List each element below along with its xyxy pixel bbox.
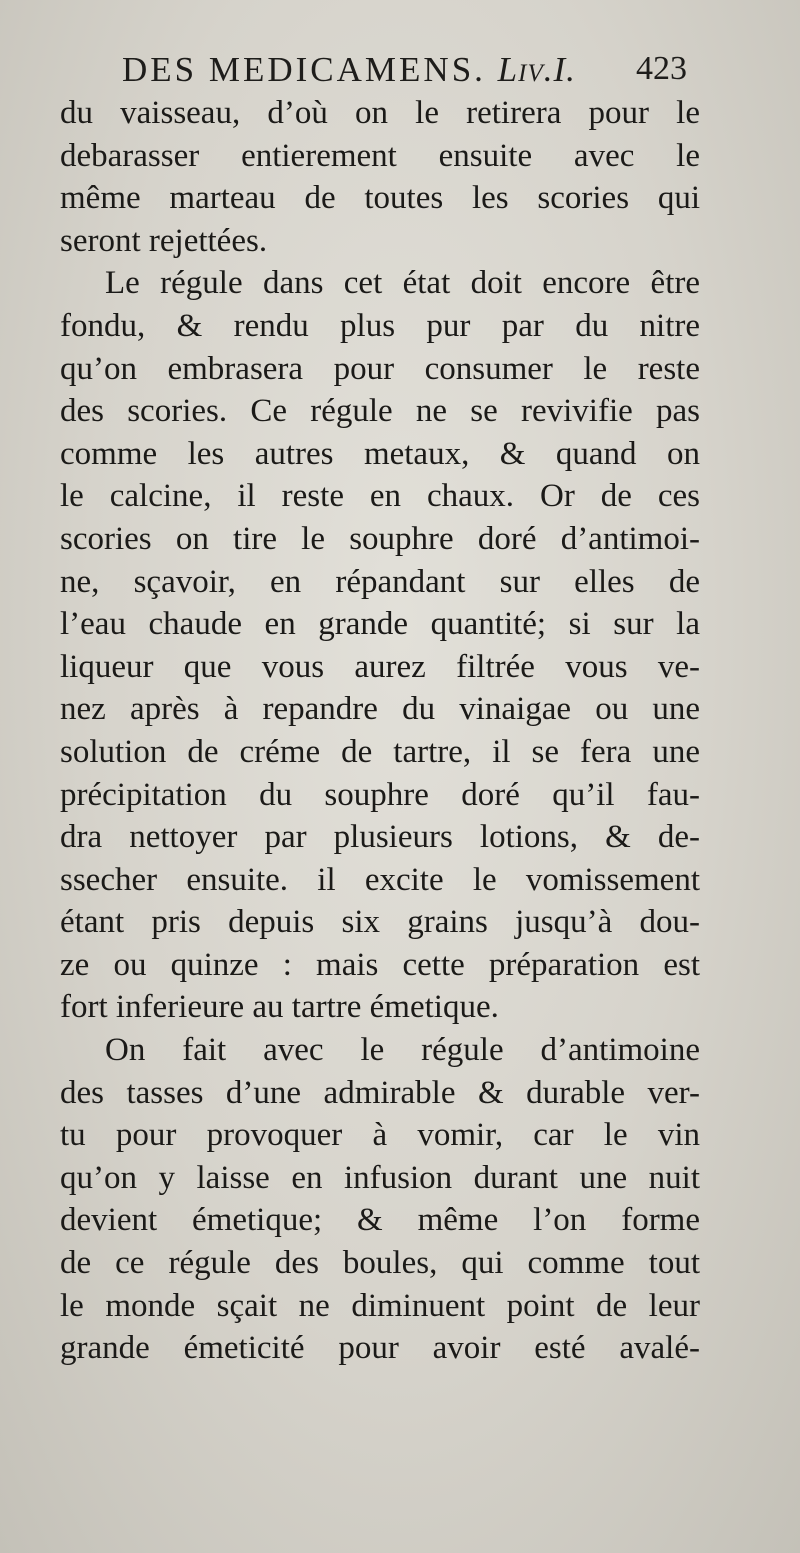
text-line: du vaisseau, d’où on le retirera pour le — [60, 95, 700, 131]
text-line: On fait avec le régule d’antimoine — [105, 1032, 700, 1069]
running-head-book: Liv.I. — [497, 50, 576, 89]
running-head — [122, 50, 576, 90]
page-header — [122, 50, 687, 98]
text-line: de ce régule des boules, qui comme tout — [60, 1245, 700, 1282]
text-line: ze ou quinze : mais cette préparation est — [60, 946, 700, 983]
text-line: le calcine, il reste en chaux. Or de ces — [60, 478, 700, 515]
text-line: solution de créme de tartre, il se fera une — [60, 733, 700, 770]
text-line: fort inferieure au tartre émetique. — [60, 989, 499, 1026]
text-line: scories on tire le souphre doré d’antimoi- — [60, 520, 700, 557]
paragraph-3 — [60, 1029, 700, 1370]
text-line: fondu, & rendu plus pur par du nitre — [60, 307, 700, 344]
text-line: étant pris depuis six grains jusqu’à dou- — [60, 904, 700, 941]
text-line: ssecher ensuite. il excite le vomissement — [60, 861, 700, 898]
text-line: comme les autres metaux, & quand on — [60, 435, 700, 472]
text-line: seront rejettées. — [60, 222, 268, 259]
text-line: devient émetique; & même l’on forme — [60, 1202, 700, 1239]
paragraph-1 — [60, 92, 700, 262]
text-line: Le régule dans cet état doit encore être — [105, 265, 700, 302]
text-line: des scories. Ce régule ne se revivifie pas — [60, 393, 700, 430]
text-line: même marteau de toutes les scories qui — [60, 180, 700, 217]
text-line: précipitation du souphre doré qu’il fau- — [60, 776, 700, 813]
page-number: 423 — [636, 50, 687, 87]
text-line: tu pour provoquer à vomir, car le vin — [60, 1117, 700, 1154]
running-head-title: DES MEDICAMENS. — [122, 50, 486, 89]
text-line: l’eau chaude en grande quantité; si sur la — [60, 606, 700, 643]
text-line: debarasser entierement ensuite avec le — [60, 137, 700, 174]
text-line: qu’on y laisse en infusion durant une nuit — [60, 1159, 700, 1196]
text-line: liqueur que vous aurez filtrée vous ve- — [60, 648, 700, 685]
text-line: nez après à repandre du vinaigae ou une — [60, 691, 700, 728]
text-line: dra nettoyer par plusieurs lotions, & de- — [60, 819, 700, 856]
paragraph-2 — [60, 262, 700, 1029]
text-line: qu’on embrasera pour consumer le reste — [60, 350, 700, 387]
text-line: le monde sçait ne diminuent point de leur — [60, 1287, 700, 1324]
text-line: des tasses d’une admirable & durable ver- — [60, 1074, 700, 1111]
page-body — [60, 92, 700, 1370]
text-line: grande émeticité pour avoir esté avalé- — [60, 1330, 700, 1367]
text-line: ne, sçavoir, en répandant sur elles de — [60, 563, 700, 600]
